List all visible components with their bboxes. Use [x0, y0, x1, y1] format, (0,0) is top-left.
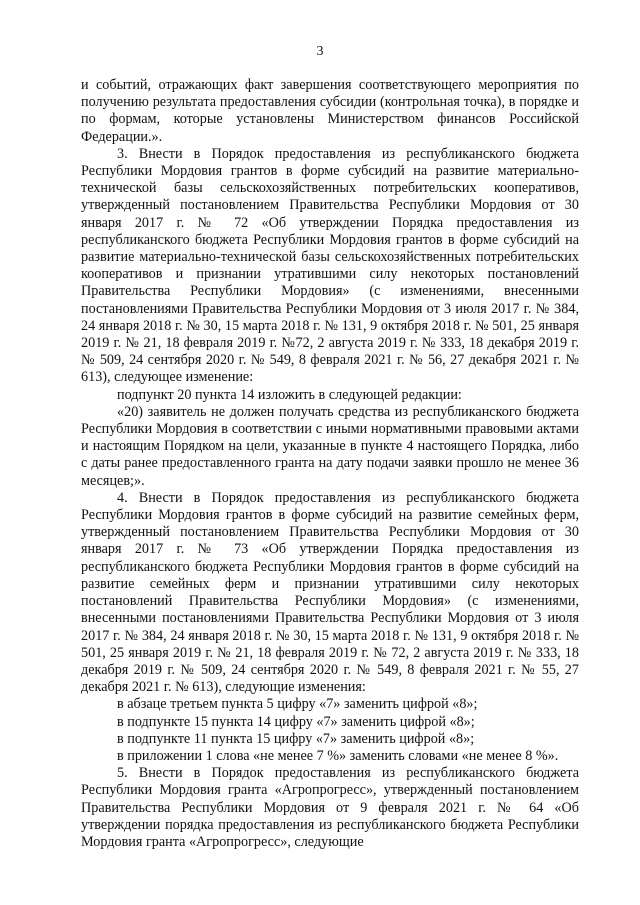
paragraph-subpoint-instruction: подпункт 20 пункта 14 изложить в следующей редакции: [117, 386, 462, 403]
page-number: 3 [316, 44, 324, 59]
paragraph-continuation: и событий, отражающих факт завершения соответствующего мероприятия по получению результата предоставления субсидии (контрольная точка), в порядке и по формам, которые установлены Министерством финансов Российской Федерации.». [81, 77, 579, 145]
list-item-change-3: в подпункте 11 пункта 15 цифру «7» заменить цифрой «8»; [117, 730, 475, 747]
document-body [81, 77, 579, 851]
list-item-change-4: в приложении 1 слова «не менее 7 %» заменить словами «не менее 8 %». [117, 747, 559, 764]
paragraph-item-5: 5. Внести в Порядок предоставления из республиканского бюджета Республики Мордовия гранта «Агропрогресс», утвержденный постановлением Правительства Республики Мордовия от 9 февраля 2021 г. № 64 «Об утверждении порядка предоставления из республиканского бюджета Республики Мордовия гранта «Агропрогресс», следующие [81, 765, 579, 850]
list-item-change-2: в подпункте 15 пункта 14 цифру «7» заменить цифрой «8»; [117, 713, 475, 730]
list-item-change-1: в абзаце третьем пункта 5 цифру «7» заменить цифрой «8»; [117, 696, 478, 713]
paragraph-quoted-subpoint-20: «20) заявитель не должен получать средства из республиканского бюджета Республики Мордовия в соответствии с иными нормативными правовыми актами и настоящим Порядком на цели, указанные в пункте 4 настоящего Порядка, либо с даты ранее предоставленного гранта на дату подачи заявки прошло не менее 36 месяцев;». [81, 403, 579, 489]
paragraph-item-4: 4. Внести в Порядок предоставления из республиканского бюджета Республики Мордовия грантов в форме субсидий на развитие семейных ферм, утвержденный постановлением Правительства Республики Мордовия от 30 января 2017 г. № 73 «Об утверждении Порядка предоставления из республиканского бюджета Республики Мордовия грантов в форме субсидий на развитие семейных ферм и признании утратившими силу некоторых постановлений Правительства Республики Мордовия» (с изменениями, внесенными постановлениями Правительства Республики Мордовия от 3 июля 2017 г. № 384, 24 января 2018 г. № 30, 15 марта 2018 г. № 131, 9 октября 2018 г. № 501, 25 января 2019 г. № 21, 18 февраля 2019 г. № 72, 2 августа 2019 г. № 333, 18 декабря 2019 г. № 509, 24 сентября 2020 г. № 549, 8 февраля 2021 г. № 55, 27 декабря 2021 г. № 613), следующие изменения: [81, 489, 579, 696]
paragraph-item-3: 3. Внести в Порядок предоставления из республиканского бюджета Республики Мордовия грантов в форме субсидий на развитие материально-технической базы сельскохозяйственных потребительских кооперативов, утвержденный постановлением Правительства Республики Мордовия от 30 января 2017 г. № 72 «Об утверждении Порядка предоставления из республиканского бюджета Республики Мордовия грантов в форме субсидий на развитие материально-технической базы сельскохозяйственных потребительских кооперативов и признании утратившими силу некоторых постановлений Правительства Республики Мордовия» (с изменениями, внесенными постановлениями Правительства Республики Мордовия от 3 июля 2017 г. № 384, 24 января 2018 г. № 30, 15 марта 2018 г. № 131, 9 октября 2018 г. № 501, 25 января 2019 г. № 21, 18 февраля 2019 г. №72, 2 августа 2019 г. № 333, 18 декабря 2019 г. № 509, 24 сентября 2020 г. № 549, 8 февраля 2021 г. № 56, 27 декабря 2021 г. № 613), следующее изменение: [81, 145, 579, 386]
